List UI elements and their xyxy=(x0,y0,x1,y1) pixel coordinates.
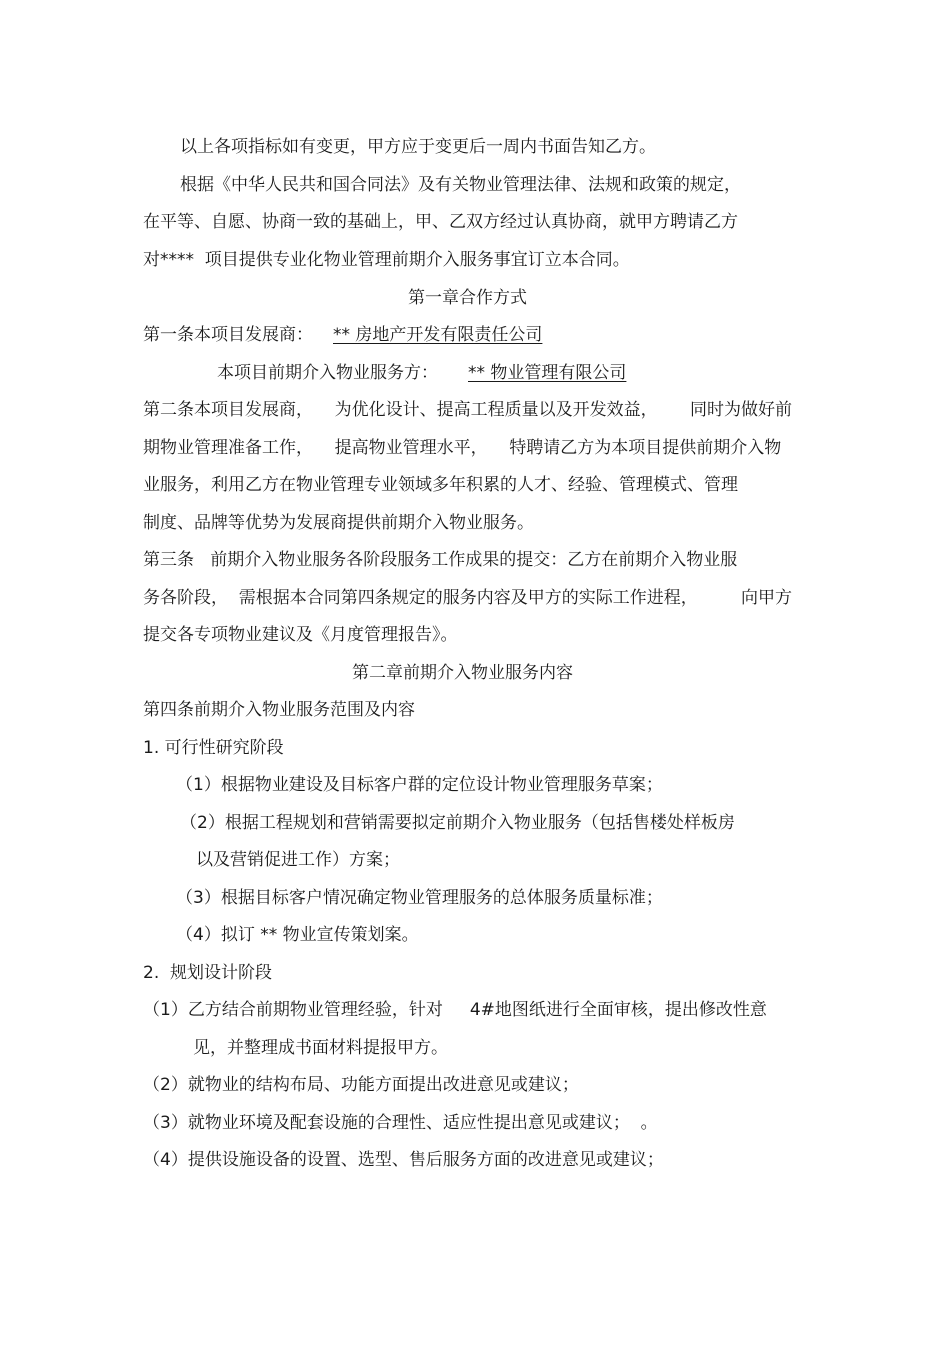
list-item: （1）乙方结合前期物业管理经验，针对 4#地图纸进行全面审核，提出修改性意 xyxy=(143,1000,767,1020)
paragraph-line: 制度、品牌等优势为发展商提供前期介入物业服务。 xyxy=(143,513,534,533)
paragraph-line: 以上各项指标如有变更，甲方应于变更后一周内书面告知乙方。 xyxy=(180,137,656,157)
paragraph-line: 提交各专项物业建议及《月度管理报告》。 xyxy=(143,625,458,645)
list-item-continuation: 见，并整理成书面材料提报甲方。 xyxy=(193,1038,448,1058)
list-item: （4）拟订 ** 物业宣传策划案。 xyxy=(176,925,419,945)
list-item: （3）根据目标客户情况确定物业管理服务的总体服务质量标准； xyxy=(176,888,663,908)
paragraph-line: 在平等、自愿、协商一致的基础上，甲、乙双方经过认真协商，就甲方聘请乙方 xyxy=(143,212,738,232)
list-item: （3）就物业环境及配套设施的合理性、适应性提出意见或建议； 。 xyxy=(143,1113,658,1133)
chapter-heading: 第二章前期介入物业服务内容 xyxy=(352,663,573,683)
section-heading: 2. 规划设计阶段 xyxy=(143,963,273,983)
paragraph-line: 根据《中华人民共和国合同法》及有关物业管理法律、法规和政策的规定， xyxy=(180,175,741,195)
section-heading: 1. 可行性研究阶段 xyxy=(143,738,284,758)
list-item: （2）就物业的结构布局、功能方面提出改进意见或建议； xyxy=(143,1075,579,1095)
list-item: （1）根据物业建设及目标客户群的定位设计物业管理服务草案； xyxy=(176,775,663,795)
paragraph-line: 第二条本项目发展商， 为优化设计、提高工程质量以及开发效益， 同时为做好前 xyxy=(143,400,793,420)
list-item-continuation: 以及营销促进工作）方案； xyxy=(196,850,400,870)
paragraph-line: 业服务，利用乙方在物业管理专业领域多年积累的人才、经验、管理模式、管理 xyxy=(143,475,738,495)
paragraph-line: 务各阶段， 需根据本合同第四条规定的服务内容及甲方的实际工作进程， 向甲方 xyxy=(143,588,793,608)
developer-name: ** 房地产开发有限责任公司 xyxy=(333,325,543,345)
list-item: （2）根据工程规划和营销需要拟定前期介入物业服务（包括售楼处样板房 xyxy=(180,813,735,833)
article-label: 第一条本项目发展商： xyxy=(143,325,313,345)
paragraph-line: 期物业管理准备工作， 提高物业管理水平， 特聘请乙方为本项目提供前期介入物 xyxy=(143,438,782,458)
chapter-heading: 第一章合作方式 xyxy=(408,288,527,308)
paragraph-line: 第三条 前期介入物业服务各阶段服务工作成果的提交：乙方在前期介入物业服 xyxy=(143,550,738,570)
service-provider-name: ** 物业管理有限公司 xyxy=(468,363,627,383)
article-label: 本项目前期介入物业服务方： xyxy=(217,363,438,383)
list-item: （4）提供设施设备的设置、选型、售后服务方面的改进意见或建议； xyxy=(143,1150,664,1170)
article-heading: 第四条前期介入物业服务范围及内容 xyxy=(143,700,415,720)
paragraph-line: 对**** 项目提供专业化物业管理前期介入服务事宜订立本合同。 xyxy=(143,250,630,270)
